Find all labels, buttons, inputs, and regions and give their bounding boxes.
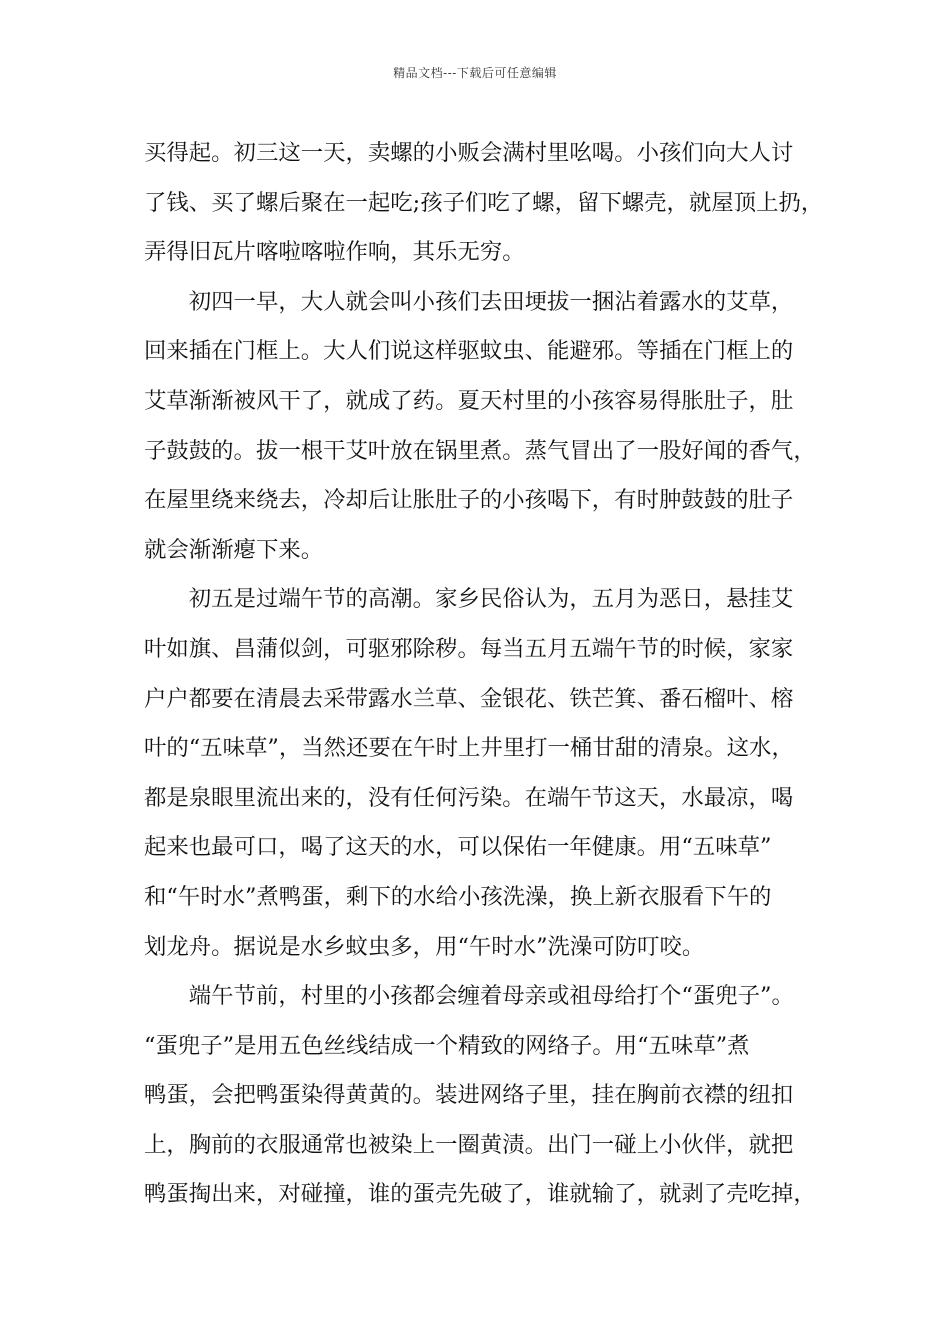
text-line: 叶如旗、昌蒲似剑，可驱邪除秽。每当五月五端午节的时候，家家 [144, 635, 794, 662]
text-line: 户户都要在清晨去采带露水兰草、金银花、铁芒箕、番石榴叶、榕 [144, 685, 794, 712]
text-line: 艾草渐渐被风干了，就成了药。夏天村里的小孩容易得胀肚子，肚 [144, 387, 794, 414]
text-line: 上，胸前的衣服通常也被染上一圈黄渍。出门一碰上小伙伴，就把 [144, 1131, 794, 1158]
text-line: 和“午时水”煮鸭蛋，剩下的水给小孩洗澡，换上新衣服看下午的 [144, 883, 772, 910]
page-header: 精品文档---下载后可任意编辑 [393, 66, 557, 80]
text-line: 鸭蛋掏出来，对碰撞，谁的蛋壳先破了，谁就输了，就剥了壳吃掉， [144, 1181, 816, 1208]
text-line: 初五是过端午节的高潮。家乡民俗认为，五月为恶日，悬挂艾 [144, 586, 794, 613]
text-line: 弄得旧瓦片喀啦喀啦作响，其乐无穷。 [144, 239, 525, 266]
text-line: 回来插在门框上。大人们说这样驱蚊虫、能避邪。等插在门框上的 [144, 338, 794, 365]
paragraph-4 [144, 972, 816, 1220]
text-line: 买得起。初三这一天，卖螺的小贩会满村里吆喝。小孩们向大人讨 [144, 140, 794, 166]
paragraph-3 [144, 575, 812, 972]
text-line: 在屋里绕来绕去，冷却后让胀肚子的小孩喝下，有时肿鼓鼓的肚子 [144, 487, 794, 514]
document-body [144, 129, 824, 1220]
text-line: 了钱、买了螺后聚在一起吃;孩子们吃了螺，留下螺壳，就屋顶上扔， [144, 189, 824, 216]
text-line: 子鼓鼓的。拔一根干艾叶放在锅里煮。蒸气冒出了一股好闻的香气， [144, 437, 816, 464]
paragraph-1 [144, 129, 824, 278]
paragraph-2 [144, 278, 816, 576]
text-line: 鸭蛋，会把鸭蛋染得黄黄的。装进网络子里，挂在胸前衣襟的纽扣 [144, 1082, 794, 1109]
text-line: 起来也最可口，喝了这天的水，可以保佑一年健康。用“五味草” [144, 834, 772, 861]
text-line: 端午节前，村里的小孩都会缠着母亲或祖母给打个“蛋兜子”。 [144, 983, 794, 1010]
text-line: 叶的“五味草”，当然还要在午时上井里打一桶甘甜的清泉。这水， [144, 735, 794, 762]
text-line: 就会渐渐瘪下来。 [144, 536, 324, 563]
text-line: 都是泉眼里流出来的，没有任何污染。在端午节这天，水最凉，喝 [144, 784, 794, 811]
text-line: 初四一早，大人就会叫小孩们去田埂拔一捆沾着露水的艾草， [144, 288, 794, 315]
text-line: 划龙舟。据说是水乡蚊虫多，用“午时水”洗澡可防叮咬。 [144, 933, 705, 960]
text-line: “蛋兜子”是用五色丝线结成一个精致的网络子。用“五味草”煮 [144, 1032, 750, 1059]
